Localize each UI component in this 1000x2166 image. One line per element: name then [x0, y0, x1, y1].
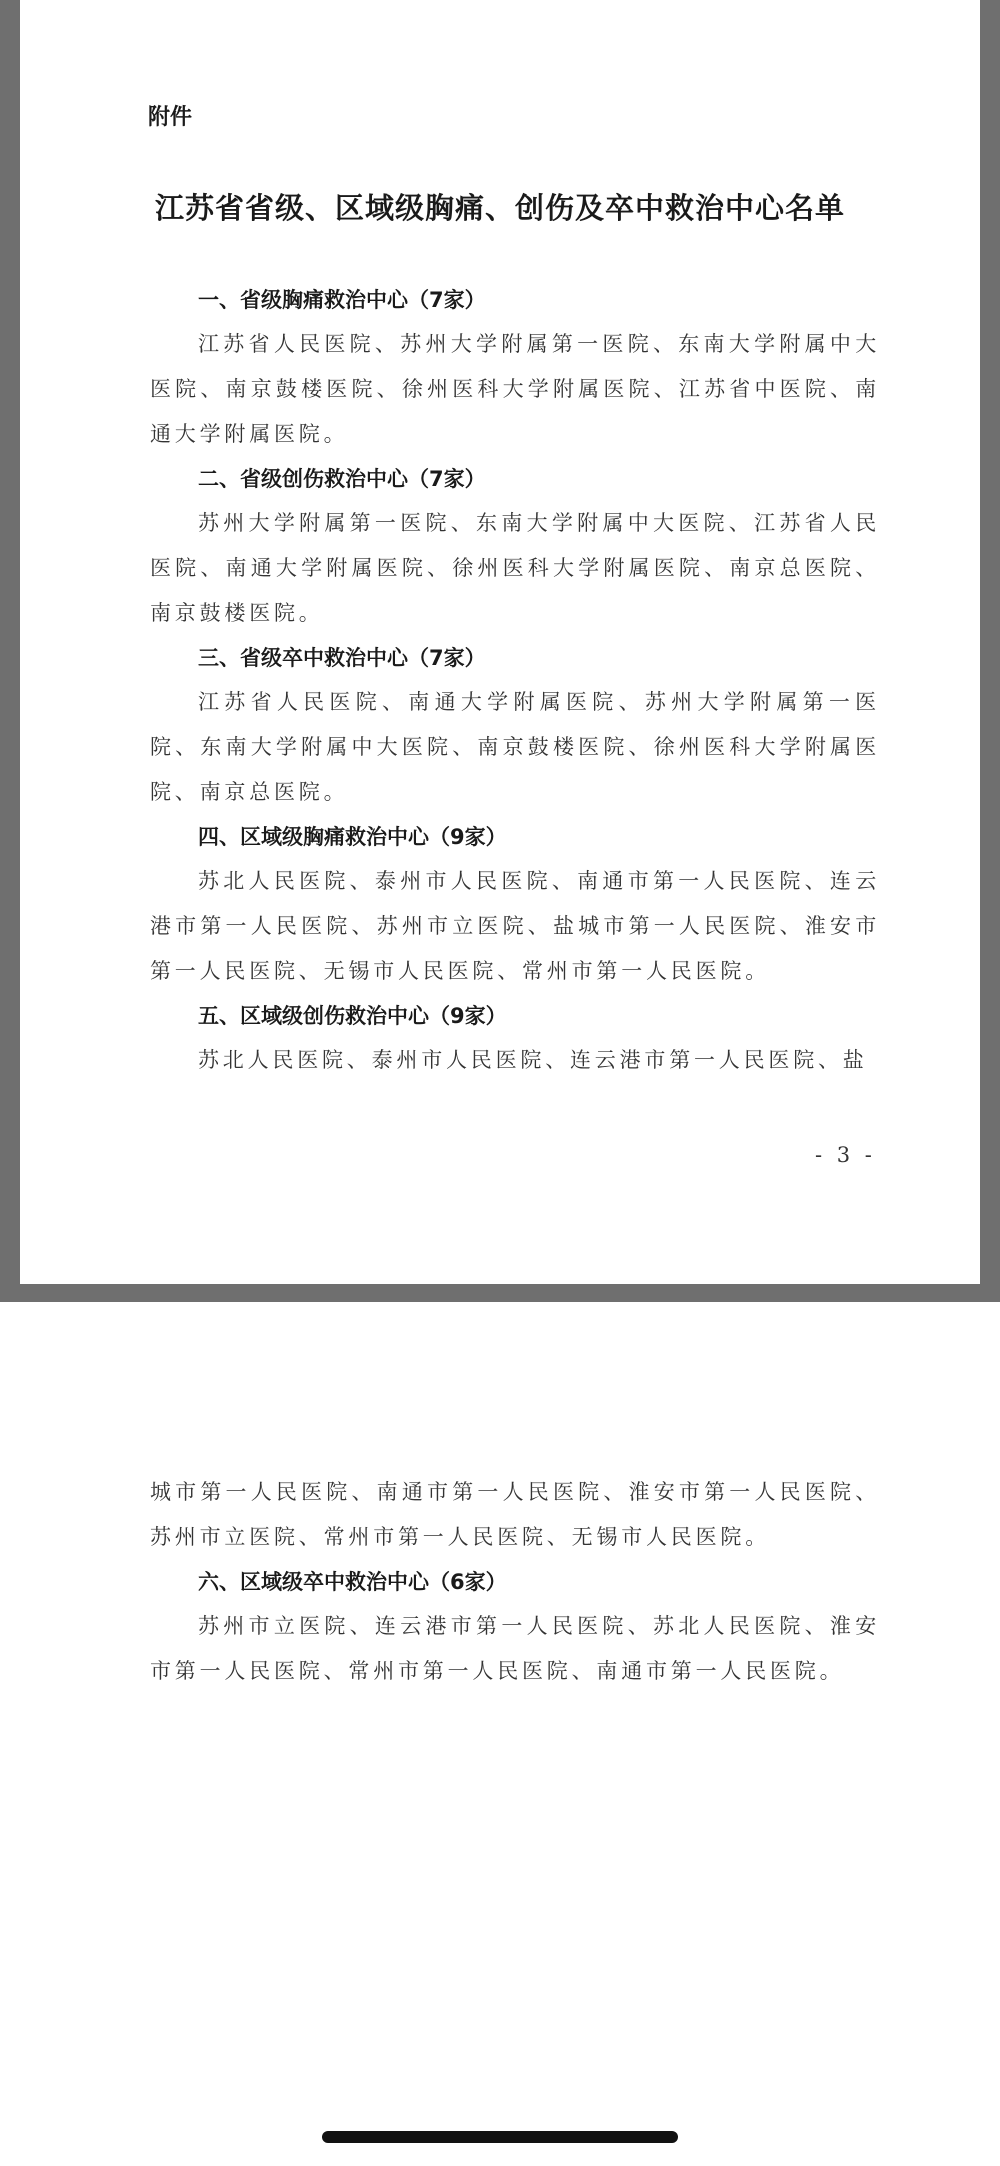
section-heading: 六、区域级卒中救治中心（6家）	[198, 1570, 507, 1594]
section-heading: 二、省级创伤救治中心（7家）	[198, 467, 486, 491]
document-title: 江苏省省级、区域级胸痛、创伤及卒中救治中心名单	[154, 191, 845, 225]
section-heading: 四、区域级胸痛救治中心（9家）	[198, 825, 507, 849]
section-body: 苏州大学附属第一医院、东南大学附属中大医院、江苏省人民医院、南通大学附属医院、徐州医科大学附属医院、南京总医院、南京鼓楼医院。	[150, 511, 880, 625]
annex-label: 附件	[148, 105, 193, 130]
section-heading: 一、省级胸痛救治中心（7家）	[198, 288, 486, 312]
home-indicator[interactable]	[322, 2131, 678, 2143]
section-body: 苏北人民医院、泰州市人民医院、连云港市第一人民医院、盐	[198, 1048, 868, 1072]
page-3-body	[150, 278, 880, 1083]
document-page-4	[20, 1302, 980, 2166]
section-body: 苏北人民医院、泰州市人民医院、南通市第一人民医院、连云港市第一人民医院、苏州市立医院、盐城市第一人民医院、淮安市第一人民医院、无锡市人民医院、常州市第一人民医院。	[150, 869, 880, 983]
section-body-continuation: 城市第一人民医院、南通市第一人民医院、淮安市第一人民医院、苏州市立医院、常州市第一人民医院、无锡市人民医院。	[150, 1480, 880, 1549]
section-heading: 五、区域级创伤救治中心（9家）	[198, 1004, 507, 1028]
document-page-3	[20, 0, 980, 1284]
page-4-body	[150, 1470, 880, 1694]
section-body: 苏州市立医院、连云港市第一人民医院、苏北人民医院、淮安市第一人民医院、常州市第一人民医院、南通市第一人民医院。	[150, 1614, 880, 1683]
section-heading: 三、省级卒中救治中心（7家）	[198, 646, 486, 670]
section-body: 江苏省人民医院、苏州大学附属第一医院、东南大学附属中大医院、南京鼓楼医院、徐州医科大学附属医院、江苏省中医院、南通大学附属医院。	[150, 332, 880, 446]
page-number: - 3 -	[815, 1143, 876, 1167]
section-body: 江苏省人民医院、南通大学附属医院、苏州大学附属第一医院、东南大学附属中大医院、南京鼓楼医院、徐州医科大学附属医院、南京总医院。	[150, 690, 880, 804]
